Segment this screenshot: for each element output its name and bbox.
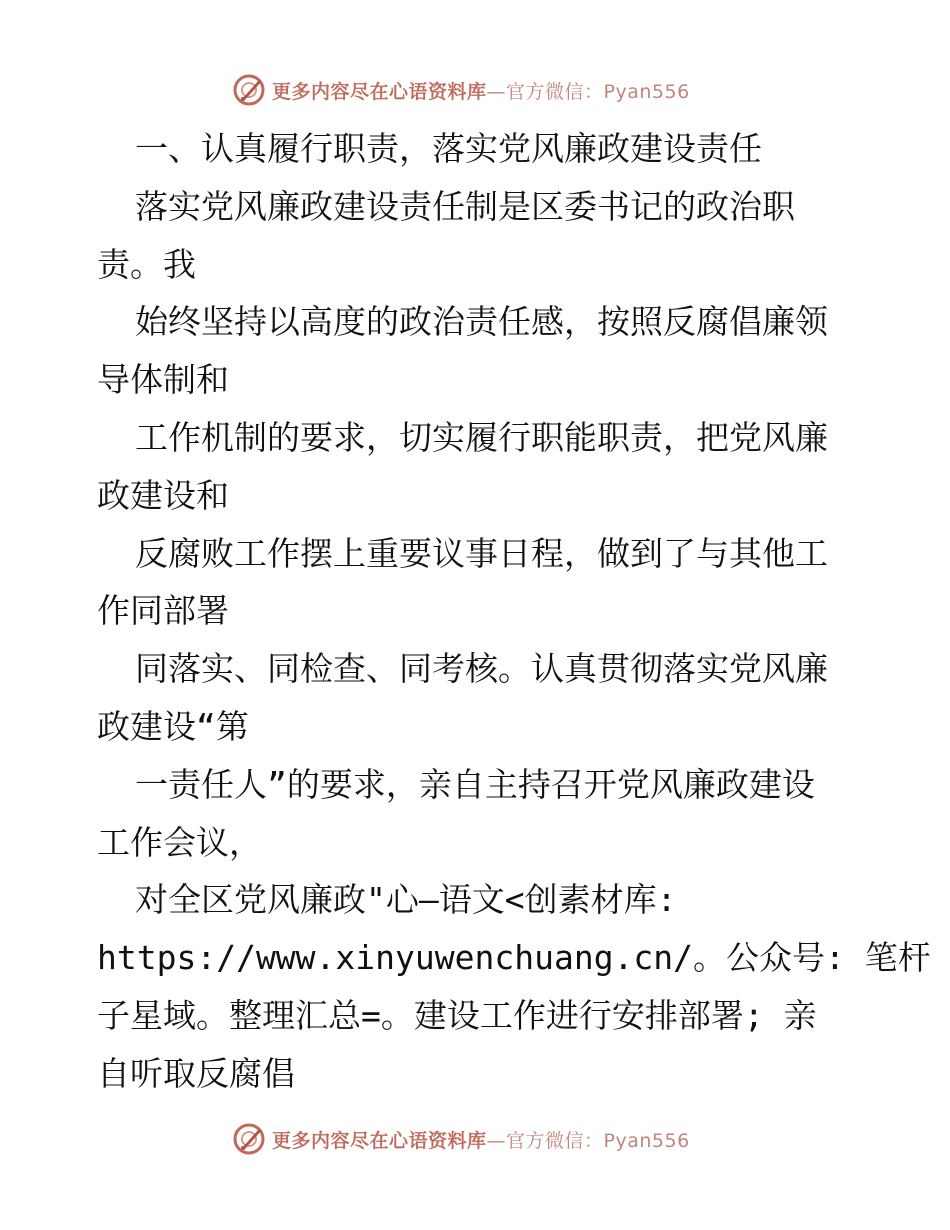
text-line: 责。我	[97, 244, 196, 284]
banner-text	[272, 77, 690, 104]
banner-suffix: —官方微信：Pyan556	[486, 1129, 690, 1152]
text-line: 一责任人”的要求，亲自主持召开党风廉政建设	[135, 764, 815, 804]
banner-brand: 更多内容尽在心语资料库	[272, 80, 487, 103]
text-line: 同落实、同检查、同考核。认真贯彻落实党风廉	[135, 649, 828, 689]
text-line: 政建设“第	[97, 706, 249, 746]
banner-suffix: —官方微信：Pyan556	[486, 80, 690, 103]
text-line: 作同部署	[97, 591, 229, 631]
text-line: 工作会议，	[97, 822, 262, 862]
logo-icon	[232, 1122, 266, 1156]
text-line: 导体制和	[97, 360, 229, 400]
footer-banner	[232, 1122, 712, 1156]
text-line: 一、认真履行职责，落实党风廉政建设责任	[135, 129, 762, 168]
text-line: 自听取反腐倡	[97, 1053, 295, 1093]
text-line: 子星域。整理汇总=。建设工作进行安排部署; 亲	[97, 995, 817, 1035]
text-line: 落实党风廉政建设责任制是区委书记的政治职	[135, 186, 795, 226]
text-line: 对全区党风廉政"心—语文<创素材库:	[135, 880, 677, 920]
banner-brand: 更多内容尽在心语资料库	[272, 1129, 487, 1152]
banner-text	[272, 1126, 690, 1153]
logo-icon	[232, 73, 266, 107]
text-line: 工作机制的要求，切实履行职能职责，把党风廉	[135, 417, 828, 457]
text-line: https://www.xinyuwenchuang.cn/。公众号: 笔杆	[97, 938, 931, 978]
header-banner	[232, 73, 712, 107]
body-text	[97, 120, 931, 1103]
text-line: 政建设和	[97, 475, 229, 515]
text-line: 反腐败工作摆上重要议事日程，做到了与其他工	[135, 533, 828, 573]
text-line: 始终坚持以高度的政治责任感，按照反腐倡廉领	[135, 302, 828, 342]
